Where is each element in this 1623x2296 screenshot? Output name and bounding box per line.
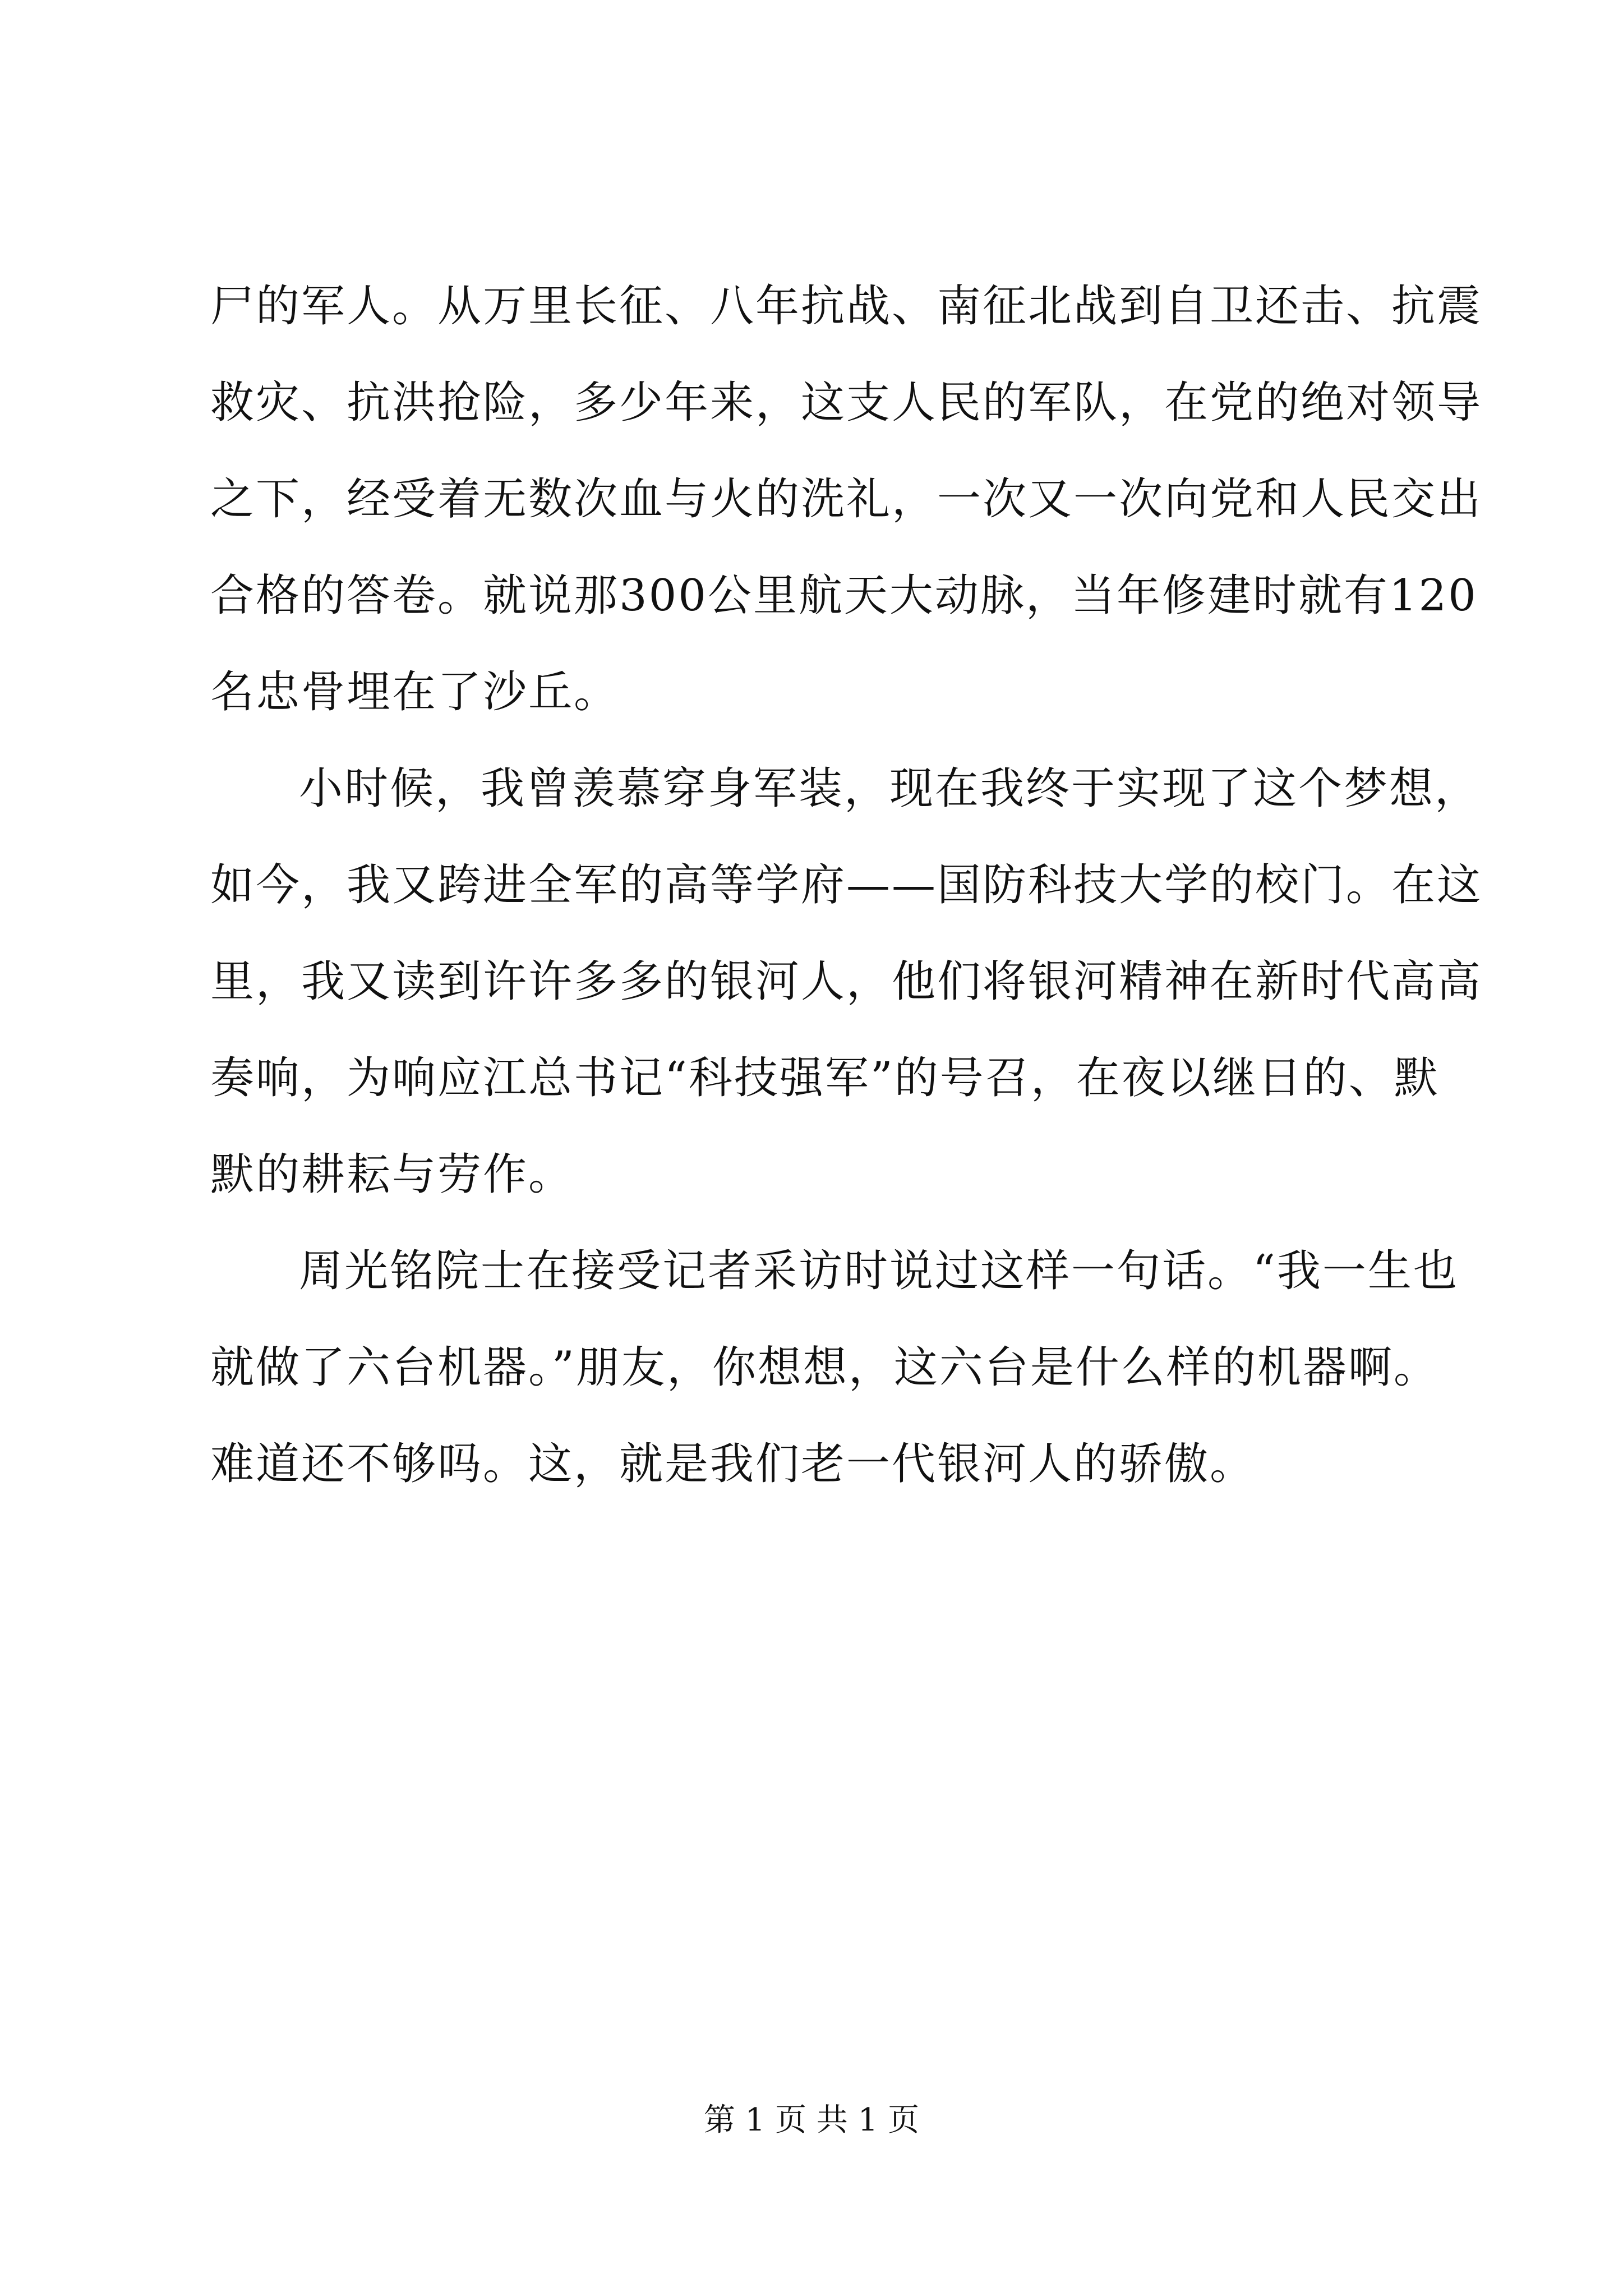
text-line: 就做了六台机器。”朋友，你想想，这六台是什么样的机器啊。 [210, 1342, 1439, 1393]
page-number: 第 1 页 共 1 页 [703, 2102, 920, 2138]
text-line: 之下，经受着无数次血与火的洗礼，一次又一次向党和人民交出 [210, 474, 1483, 524]
text-line: 小时候，我曾羡慕穿身军装，现在我终于实现了这个梦想， [299, 763, 1481, 814]
document-body [210, 258, 1483, 1512]
paragraph-3 [210, 1223, 1459, 1512]
text-line: 救灾、抗洪抢险，多少年来，这支人民的军队，在党的绝对领导 [210, 378, 1483, 428]
paragraph-2 [210, 740, 1483, 1223]
paragraph-1 [210, 258, 1483, 740]
text-line: 如今，我又跨进全军的高等学府——国防科技大学的校门。在这 [210, 860, 1483, 910]
text-line: 里，我又读到许许多多的银河人，他们将银河精神在新时代高高 [210, 956, 1483, 1007]
text-line: 周光铭院士在接受记者采访时说过这样一句话。“我一生也 [299, 1246, 1459, 1296]
text-line: 奏响，为响应江总书记“科技强军”的号召，在夜以继日的、默 [210, 1053, 1440, 1103]
text-line: 尸的军人。从万里长征、八年抗战、南征北战到自卫还击、抗震 [210, 281, 1483, 332]
text-line: 默的耕耘与劳作。 [210, 1149, 574, 1200]
page-footer [0, 2098, 1623, 2143]
text-line: 名忠骨埋在了沙丘。 [210, 667, 620, 717]
text-line: 难道还不够吗。这，就是我们老一代银河人的骄傲。 [210, 1439, 1256, 1489]
text-line: 合格的答卷。就说那300公里航天大动脉，当年修建时就有120 [210, 570, 1478, 621]
